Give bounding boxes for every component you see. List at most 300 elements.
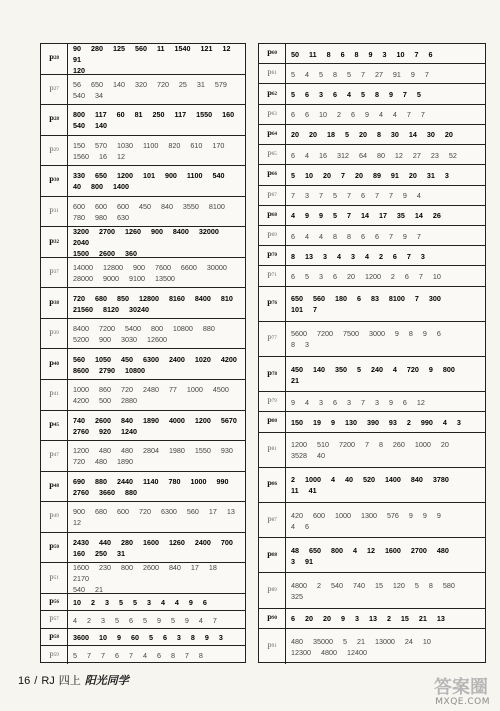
page-ref: 91 (271, 643, 277, 649)
answer-line: 5 4 5 8 5 7 27 91 9 7 (291, 69, 429, 79)
answer-row (259, 468, 485, 503)
answer-line: 540 140 (73, 121, 107, 131)
page-prefix: P (267, 299, 272, 309)
page-ref: 79 (271, 399, 277, 405)
page-label (41, 75, 68, 105)
page-ref: 32 (53, 239, 59, 245)
answer-line: 2760 3660 880 (73, 487, 137, 497)
page-ref: 88 (271, 552, 277, 558)
page-ref: 71 (271, 273, 277, 279)
answer-values (68, 411, 245, 441)
answer-line: 650 560 180 6 83 8100 7 300 (291, 294, 441, 304)
answer-line: 900 680 600 720 6300 560 17 13 (73, 507, 235, 517)
answer-row (41, 227, 245, 258)
page-label (259, 226, 286, 245)
page-prefix: P (267, 109, 272, 119)
brand-logo: 阳光同学 (84, 674, 129, 687)
answer-values (68, 136, 245, 166)
page-prefix: P (49, 632, 54, 642)
footer-separator: / (34, 675, 38, 687)
page-ref: 51 (53, 575, 59, 581)
answer-line: 6 6 10 2 6 9 4 4 7 7 (291, 110, 425, 120)
page-prefix: P (267, 480, 272, 490)
answer-values (68, 288, 245, 318)
answer-row (259, 392, 485, 412)
page-prefix: P (267, 69, 272, 79)
answer-line: 1560 16 12 (73, 151, 125, 161)
page-ref: 57 (53, 617, 59, 623)
answer-line: 5200 900 3030 12600 (73, 335, 167, 345)
answer-row (259, 503, 485, 538)
answer-row (259, 629, 485, 664)
page-prefix: P (267, 190, 272, 200)
answer-line: 3 91 (291, 556, 313, 566)
page-label (41, 349, 68, 379)
answer-values (286, 165, 485, 184)
watermark-url: MXQE.COM (435, 697, 490, 707)
answer-values (68, 349, 245, 379)
answer-line: 101 7 (291, 305, 317, 315)
answer-row (41, 136, 245, 167)
page-prefix: P (49, 84, 54, 94)
answer-line: 540 34 (73, 90, 103, 100)
answer-line: 40 800 1400 (73, 182, 129, 192)
answer-values (68, 258, 245, 288)
page-label (41, 441, 68, 471)
answer-row (41, 411, 245, 442)
page-prefix: P (267, 445, 272, 455)
page-prefix: P (267, 129, 272, 139)
answer-values (286, 468, 485, 502)
page-prefix: P (49, 573, 54, 583)
page-label (41, 44, 68, 74)
page-label (259, 287, 286, 321)
page-prefix: P (267, 334, 272, 344)
answer-line: 3528 40 (291, 451, 325, 461)
answer-line: 3600 10 9 60 5 6 3 8 9 3 (73, 633, 223, 643)
edition-label: RJ (41, 675, 55, 687)
answer-line: 720 480 1890 (73, 457, 133, 467)
answer-line: 20 20 18 5 20 8 30 14 30 20 (291, 130, 453, 140)
answer-row (41, 75, 245, 106)
page-label (259, 145, 286, 164)
answer-values (286, 206, 485, 225)
answer-table-right (258, 43, 486, 663)
page-prefix: P (49, 298, 54, 308)
page-prefix: P (267, 515, 272, 525)
page-ref: 87 (271, 517, 277, 523)
answer-row (259, 609, 485, 629)
page-label (41, 502, 68, 532)
answer-values (68, 105, 245, 135)
answer-line: 540 21 (73, 585, 103, 593)
answer-line: 8 13 3 4 3 4 2 6 7 3 (291, 251, 425, 261)
answer-line: 120 (73, 65, 85, 74)
answer-line: 2 1000 4 40 520 1400 840 3780 (291, 475, 449, 485)
page-label (41, 319, 68, 349)
page-label (259, 186, 286, 205)
answer-line: 4 6 (291, 521, 309, 531)
answer-line: 5 7 7 6 7 4 6 8 7 8 (73, 651, 203, 661)
answer-values (286, 629, 485, 664)
page-prefix: P (267, 417, 272, 427)
page-prefix: P (49, 145, 54, 155)
page-ref: 80 (271, 419, 277, 425)
answer-line: 4 2 3 5 6 5 9 5 9 4 7 (73, 615, 217, 625)
answer-line: 420 600 1000 1300 576 9 9 9 (291, 510, 441, 520)
answer-line: 780 980 630 (73, 212, 129, 222)
page-ref: 49 (53, 514, 59, 520)
answer-line: 1000 860 720 2480 77 1000 4500 (73, 385, 229, 395)
answer-row (41, 594, 245, 612)
page-label (41, 288, 68, 318)
page-prefix: P (49, 359, 54, 369)
page-prefix: P (267, 397, 272, 407)
answer-line: 11 41 (291, 486, 317, 496)
answer-values (286, 44, 485, 63)
page-prefix: P (49, 420, 54, 430)
answer-values (68, 227, 245, 257)
answer-line: 6 4 16 312 64 80 12 27 23 52 (291, 150, 457, 160)
answer-values (286, 433, 485, 467)
answer-values (286, 609, 485, 628)
answer-values (68, 646, 245, 664)
page-number: 16 (18, 675, 31, 687)
answer-row (259, 105, 485, 125)
page-prefix: P (267, 49, 272, 59)
answer-line: 160 250 31 (73, 548, 125, 558)
page-ref: 31 (53, 208, 59, 214)
page-label (41, 533, 68, 563)
answer-values (68, 319, 245, 349)
page-label (259, 538, 286, 572)
answer-row (41, 258, 245, 289)
page-prefix: P (49, 597, 54, 607)
answer-line: 8600 2790 10800 (73, 365, 145, 375)
answer-values (68, 380, 245, 410)
page-ref: 59 (53, 652, 59, 658)
page-prefix: P (267, 585, 272, 595)
page-ref: 58 (53, 634, 59, 640)
answer-line: 1200 510 7200 7 8 260 1000 20 (291, 440, 449, 450)
answer-row (41, 44, 245, 75)
answer-values (286, 392, 485, 411)
answer-values (68, 611, 245, 628)
answer-values (68, 441, 245, 471)
answer-line: 6 4 4 8 8 6 6 7 9 7 (291, 231, 421, 241)
page-ref: 41 (53, 392, 59, 398)
answer-row (259, 165, 485, 185)
page-ref: 65 (271, 152, 277, 158)
page-ref: 64 (271, 131, 277, 137)
answer-values (68, 44, 245, 74)
answer-row (41, 441, 245, 472)
answer-line: 90 280 125 560 11 1540 121 12 91 (73, 44, 241, 64)
page-label (259, 84, 286, 103)
answer-row (41, 197, 245, 228)
page-label (259, 165, 286, 184)
page-ref: 69 (271, 233, 277, 239)
answer-row (41, 288, 245, 319)
page-label (41, 380, 68, 410)
page-ref: 45 (53, 422, 59, 428)
page-ref: 37 (53, 270, 59, 276)
page-prefix: P (49, 390, 54, 400)
answer-values (286, 186, 485, 205)
answer-line: 480 35000 5 21 13000 24 10 (291, 636, 431, 646)
answer-values (286, 64, 485, 83)
page-prefix: P (267, 170, 272, 180)
page-prefix: P (49, 176, 54, 186)
page-ref: 77 (271, 336, 277, 342)
page-prefix: P (49, 237, 54, 247)
page-ref: 62 (271, 91, 277, 97)
page-prefix: P (267, 550, 272, 560)
answer-row (259, 145, 485, 165)
answer-line: 28000 9000 9100 13500 (73, 274, 175, 284)
page-ref: 66 (271, 172, 277, 178)
answer-line: 4800 2 540 740 15 120 5 8 580 (291, 580, 455, 590)
answer-line: 50 11 8 6 8 9 3 10 7 6 (291, 49, 433, 59)
page-prefix: P (267, 641, 272, 651)
page-label (259, 468, 286, 502)
page-footer (18, 672, 129, 688)
page-ref: 90 (271, 615, 277, 621)
answer-values (68, 629, 245, 646)
page-label (41, 611, 68, 628)
page-label (259, 246, 286, 265)
page-ref: 39 (53, 331, 59, 337)
page-label (41, 197, 68, 227)
page-ref: 89 (271, 587, 277, 593)
answer-values (286, 246, 485, 265)
page-ref: 50 (53, 544, 59, 550)
page-label (259, 433, 286, 467)
answer-line: 800 117 60 81 250 117 1550 160 (73, 110, 235, 120)
page-ref: 68 (271, 212, 277, 218)
answer-table-left (40, 43, 246, 663)
answer-line: 56 650 140 320 720 25 31 579 (73, 79, 227, 89)
answer-values (286, 503, 485, 537)
page-ref: 78 (271, 371, 277, 377)
answer-line: 21560 8120 30240 (73, 304, 149, 314)
answer-line: 600 600 600 450 840 3550 8100 (73, 201, 225, 211)
answer-row (41, 563, 245, 594)
answer-line: 690 880 2440 1140 780 1000 990 (73, 476, 229, 486)
answer-values (286, 287, 485, 321)
page-prefix: P (267, 251, 272, 261)
page-prefix: P (49, 54, 54, 64)
page-prefix: P (49, 512, 54, 522)
answer-line: 6 20 20 9 3 13 2 15 21 13 (291, 614, 445, 624)
page-prefix: P (49, 206, 54, 216)
answer-line: 8400 7200 5400 800 10800 880 (73, 324, 215, 334)
page-label (259, 629, 286, 664)
answer-line: 1500 2600 360 (73, 249, 137, 257)
answer-line: 10 2 3 5 5 3 4 4 9 6 (73, 598, 207, 608)
answer-line: 4 9 9 5 7 14 17 35 14 26 (291, 211, 441, 221)
answer-line: 330 650 1200 101 900 1100 540 (73, 171, 225, 181)
page-label (259, 357, 286, 391)
answer-values (286, 266, 485, 285)
page-label (259, 64, 286, 83)
page-label (259, 44, 286, 63)
answer-row (259, 226, 485, 246)
page-label (41, 563, 68, 593)
page-prefix: P (49, 451, 54, 461)
answer-values (286, 226, 485, 245)
answer-line: 14000 12800 900 7600 6600 30000 (73, 263, 227, 273)
page-prefix: P (267, 210, 272, 220)
answer-values (286, 145, 485, 164)
answer-row (41, 319, 245, 350)
answer-line: 48 650 800 4 12 1600 2700 480 (291, 545, 449, 555)
answer-values (68, 166, 245, 196)
page-ref: 29 (53, 147, 59, 153)
answer-line: 740 2600 840 1890 4000 1200 5670 (73, 415, 237, 425)
watermark (412, 673, 492, 707)
watermark-logo: 答案圈 (434, 677, 488, 698)
answer-line: 5 6 3 6 4 5 8 9 7 5 (291, 90, 421, 100)
answer-values (68, 563, 245, 593)
answer-line: 1600 230 800 2600 840 17 18 2170 (73, 563, 227, 584)
answer-line: 5 10 20 7 20 89 91 20 31 3 (291, 170, 449, 180)
page-label (41, 105, 68, 135)
answer-line: 5600 7200 7500 3000 9 8 9 6 (291, 329, 441, 339)
grade-label: 四上 (58, 675, 81, 687)
answer-line: 150 19 9 130 390 93 2 990 4 3 (291, 417, 461, 427)
answer-line: 150 570 1030 1100 820 610 170 (73, 140, 225, 150)
answer-values (68, 533, 245, 563)
answer-row (259, 125, 485, 145)
page-ref: 30 (53, 178, 59, 184)
page-ref: 63 (271, 111, 277, 117)
answer-row (259, 84, 485, 104)
answer-key-page (40, 43, 486, 663)
answer-values (68, 472, 245, 502)
page-label (41, 472, 68, 502)
answer-values (286, 412, 485, 431)
answer-row (259, 186, 485, 206)
page-label (259, 105, 286, 124)
answer-row (41, 380, 245, 411)
page-label (41, 594, 68, 611)
page-ref: 47 (53, 453, 59, 459)
answer-row (259, 287, 485, 322)
answer-line: 8 3 (291, 340, 309, 350)
page-ref: 56 (53, 599, 59, 605)
answer-row (259, 433, 485, 468)
page-label (259, 412, 286, 431)
answer-line: 21 (291, 375, 299, 385)
answer-values (286, 322, 485, 356)
answer-row (41, 166, 245, 197)
answer-values (286, 538, 485, 572)
answer-row (259, 412, 485, 432)
page-prefix: P (49, 481, 54, 491)
page-label (259, 266, 286, 285)
page-label (41, 136, 68, 166)
page-ref: 40 (53, 361, 59, 367)
page-prefix: P (49, 115, 54, 125)
answer-line: 12300 4800 12400 (291, 647, 367, 657)
answer-row (259, 573, 485, 608)
page-ref: 48 (53, 483, 59, 489)
page-label (259, 322, 286, 356)
page-prefix: P (267, 271, 272, 281)
answer-line: 4200 500 2880 (73, 396, 137, 406)
answer-values (286, 357, 485, 391)
page-prefix: P (49, 615, 54, 625)
page-prefix: P (267, 369, 272, 379)
page-ref: 61 (271, 71, 277, 77)
page-label (41, 646, 68, 664)
page-ref: 67 (271, 192, 277, 198)
page-prefix: P (267, 89, 272, 99)
page-label (259, 206, 286, 225)
page-label (41, 629, 68, 646)
answer-row (41, 472, 245, 503)
page-ref: 76 (271, 301, 277, 307)
page-ref: 38 (53, 300, 59, 306)
page-prefix: P (49, 542, 54, 552)
answer-line: 1200 480 480 2804 1980 1550 930 (73, 446, 233, 456)
answer-row (259, 64, 485, 84)
answer-row (41, 646, 245, 664)
page-label (41, 227, 68, 257)
page-ref: 28 (53, 56, 59, 62)
page-ref: 81 (271, 447, 277, 453)
answer-values (286, 105, 485, 124)
answer-row (259, 538, 485, 573)
page-prefix: P (49, 650, 54, 660)
answer-line: 12 (73, 518, 81, 528)
answer-values (286, 573, 485, 607)
page-label (259, 503, 286, 537)
answer-line: 720 680 850 12800 8160 8400 810 (73, 293, 233, 303)
answer-row (41, 349, 245, 380)
page-label (41, 258, 68, 288)
answer-line: 2760 920 1240 (73, 426, 137, 436)
answer-row (259, 206, 485, 226)
answer-values (68, 594, 245, 611)
answer-row (41, 502, 245, 533)
answer-row (259, 246, 485, 266)
answer-values (68, 197, 245, 227)
answer-values (286, 84, 485, 103)
answer-values (286, 125, 485, 144)
answer-row (259, 322, 485, 357)
answer-row (41, 105, 245, 136)
page-label (259, 609, 286, 628)
answer-line: 560 1050 450 6300 2400 1020 4200 (73, 354, 237, 364)
answer-row (259, 266, 485, 286)
page-prefix: P (49, 268, 54, 278)
answer-row (259, 357, 485, 392)
answer-row (259, 44, 485, 64)
answer-line: 450 140 350 5 240 4 720 9 800 (291, 364, 455, 374)
answer-line: 6 5 3 6 20 1200 2 6 7 10 (291, 271, 441, 281)
page-prefix: P (267, 150, 272, 160)
answer-line: 2430 440 280 1600 1260 2400 700 (73, 537, 233, 547)
page-prefix: P (267, 231, 272, 241)
answer-row (41, 611, 245, 629)
page-label (259, 125, 286, 144)
answer-line: 325 (291, 591, 303, 601)
answer-row (41, 533, 245, 564)
page-prefix: P (267, 613, 272, 623)
page-label (41, 166, 68, 196)
